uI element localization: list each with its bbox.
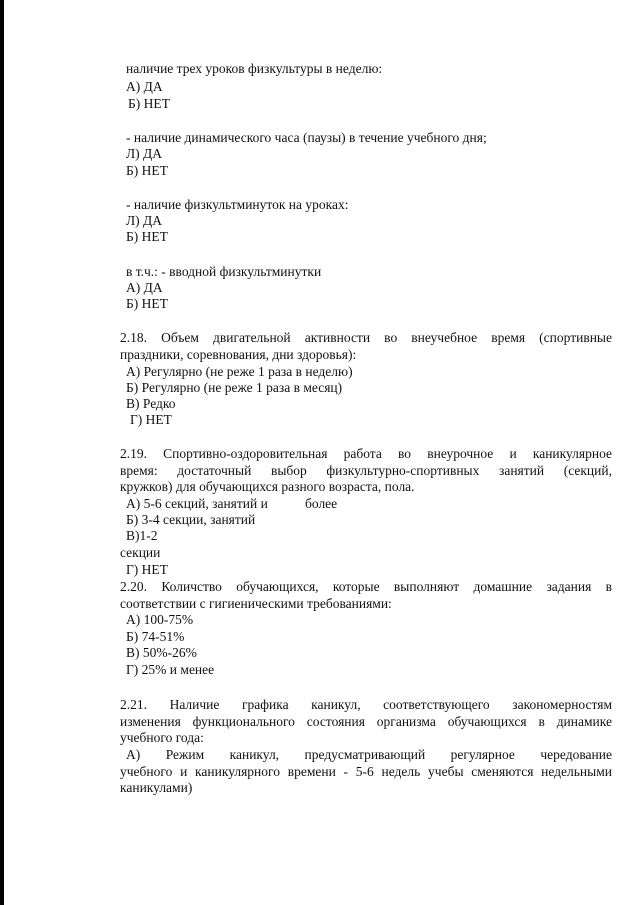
q221-option-a-line-2: учебного и каникулярного времени - 5-6 недель учебы сменяются недельными	[120, 764, 612, 779]
q219-option-b: Б) 3-4 секции, занятий	[126, 512, 256, 527]
q219-heading-line-1: 2.19. Спортивно-оздоровительная работа во внеурочное и каникулярное	[120, 446, 612, 461]
q221-heading-line-1: 2.21. Наличие графика каникул, соответствующего закономерностям	[120, 697, 612, 712]
q219-option-a: А) 5-6 секций, занятий и	[126, 496, 268, 511]
pe-lessons-option-a: А) ДА	[126, 79, 163, 94]
q220-option-d: Г) 25% и менее	[126, 662, 215, 677]
intro-minutes-question: в т.ч.: - вводной физкультминутки	[126, 264, 322, 279]
q218-option-c: В) Редко	[126, 396, 176, 411]
dynamic-hour-option-a: Л) ДА	[126, 146, 162, 161]
q220-heading-line-1: 2.20. Количство обучающихся, которые выполняют домашние задания в	[120, 579, 612, 594]
pe-lessons-option-b: Б) НЕТ	[128, 96, 170, 111]
q221-option-a-line-1: А) Режим каникул, предусматривающий регулярное чередование	[126, 747, 612, 762]
scan-left-edge	[0, 0, 4, 905]
q221-heading-line-2: изменения функционального состояния организма обучающихся в динамике	[120, 714, 612, 729]
q218-option-b: Б) Регулярно (не реже 1 раза в месяц)	[126, 380, 343, 395]
q221-option-a-line-3: каникулами)	[120, 780, 193, 795]
exercise-minutes-question: - наличие физкультминуток на уроках:	[126, 197, 349, 212]
exercise-minutes-option-a: Л) ДА	[126, 213, 162, 228]
q218-option-a: А) Регулярно (не реже 1 раза в неделю)	[126, 364, 353, 379]
q219-option-c-wrap: секции	[120, 545, 161, 560]
q218-option-d: Г) НЕТ	[130, 412, 172, 427]
q219-heading-line-3: кружков) для обучающихся разного возраста, пола.	[120, 479, 415, 494]
q218-heading-line-1: 2.18. Объем двигательной активности во внеучебное время (спортивные	[120, 330, 612, 345]
q219-heading-line-2: время: достаточный выбор физкультурно-спортивных занятий (секций,	[120, 463, 612, 478]
q219-option-c: В)1-2	[126, 528, 158, 543]
dynamic-hour-question: - наличие динамического часа (паузы) в течение учебного дня;	[126, 130, 487, 145]
pe-lessons-question: наличие трех уроков физкультуры в неделю:	[126, 61, 383, 76]
q219-option-d: Г) НЕТ	[126, 562, 168, 577]
intro-minutes-option-b: Б) НЕТ	[126, 296, 168, 311]
q220-option-a: А) 100-75%	[126, 612, 194, 627]
q220-option-c: В) 50%-26%	[126, 645, 197, 660]
q220-heading-line-2: соответствии с гигиеническими требованиями:	[120, 596, 392, 611]
dynamic-hour-option-b: Б) НЕТ	[126, 163, 168, 178]
intro-minutes-option-a: А) ДА	[126, 280, 163, 295]
q219-option-a-tail: более	[305, 496, 338, 511]
q220-option-b: Б) 74-51%	[126, 629, 185, 644]
q221-heading-line-3: учебного года:	[120, 730, 204, 745]
exercise-minutes-option-b: Б) НЕТ	[126, 229, 168, 244]
q218-heading-line-2: праздники, соревнования, дни здоровья):	[120, 347, 357, 362]
